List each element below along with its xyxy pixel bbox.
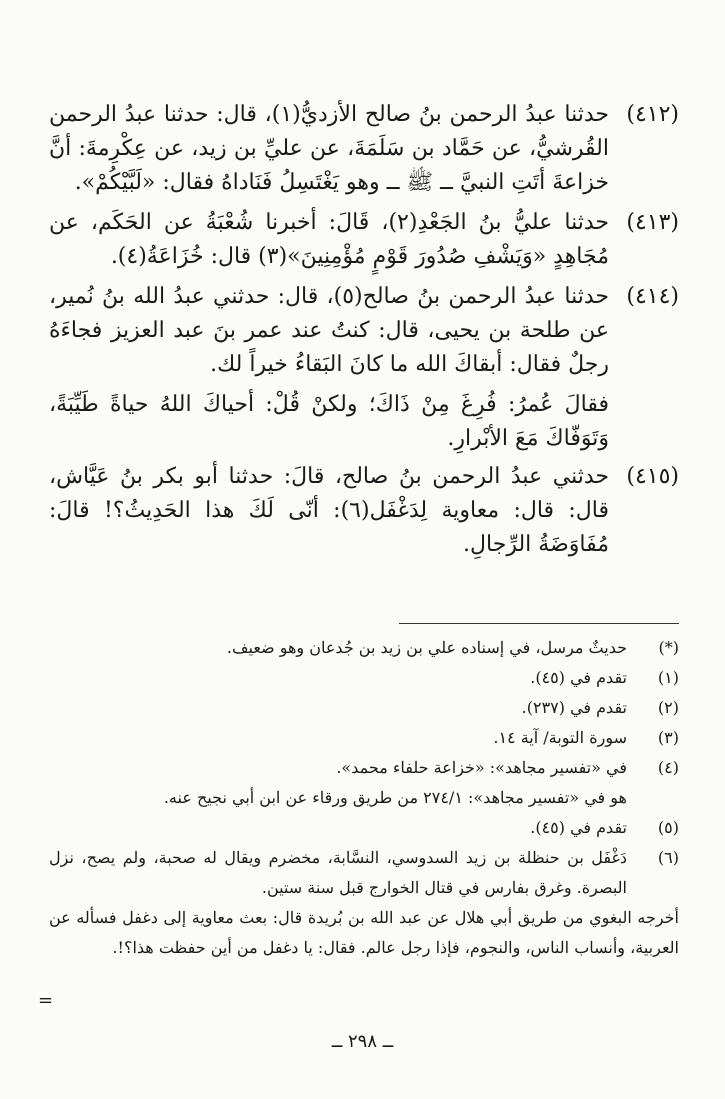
entry-413 bbox=[49, 206, 679, 274]
entry-text: حدثني عبدُ الرحمن بنُ صالح، قالَ: حدثنا أبو بكر بنُ عَيَّاش، قال: قال: معاوية لِدَغْفَل(٦): أنّى لَكَ هذا الحَدِيثُ؟! قالَ: مُفَاوَضَةُ الرِّجالِ. bbox=[49, 464, 610, 557]
footnote-marker: (٢) bbox=[657, 698, 679, 717]
footnote-text: حديثٌ مرسل، في إسناده علي بن زيد بن جُدعان وهو ضعيف. bbox=[226, 638, 627, 657]
footnote-text: سورة التوبة/ آية ١٤. bbox=[493, 728, 627, 747]
entry-text: حدثنا عليُّ بنُ الجَعْدِ(٢)، قَالَ: أخبرنا شُعْبَةُ عن الحَكَم، عن مُجَاهِدٍ «وَيَشْفِ صُدُورَ قَوْمٍ مُؤْمِنِينَ»(٣) قال: خُزَاعَةُ(٤). bbox=[49, 210, 609, 269]
footnote bbox=[49, 813, 679, 843]
entry-415 bbox=[49, 460, 679, 562]
footnote-divider bbox=[399, 623, 679, 624]
footnote bbox=[49, 843, 679, 903]
footnote-text: تقدم في (٤٥). bbox=[530, 818, 627, 837]
footnote-text: تقدم في (٢٣٧). bbox=[521, 698, 627, 717]
footnote-continuation: هو في «تفسير مجاهد»: ٢٧٤/١ من طريق ورقاء عن ابن أبي نجيح عنه. bbox=[163, 788, 627, 807]
margin-mark: = bbox=[38, 990, 54, 1011]
footnote bbox=[49, 723, 679, 753]
footnote-text: تقدم في (٤٥). bbox=[530, 668, 627, 687]
entry-414 bbox=[49, 280, 679, 382]
footnote-marker: (*) bbox=[658, 638, 679, 657]
footnote bbox=[49, 663, 679, 693]
entry-414-continuation: فقالَ عُمرُ: فُرِغَ مِنْ ذَاكَ؛ ولكنْ قُلْ: أحياكَ اللهُ حياةً طَيِّبَةً، وَتَوَفّاكَ مَعَ الأبْرارِ. bbox=[49, 392, 609, 451]
entry-text: حدثنا عبدُ الرحمن بنُ صالح(٥)، قال: حدثني عبدُ الله بنُ نُمير، عن طلحة بن يحيى، قال: كنتُ عند عمر بنَ عبد العزيز فجاءَهُ رجلٌ فقال: أبقاكَ الله ما كانَ البَقاءُ خيراً لك. bbox=[49, 284, 609, 377]
main-text bbox=[49, 98, 679, 568]
entry-number: (٤١٢) bbox=[626, 102, 679, 127]
entry-number: (٤١٤) bbox=[626, 284, 679, 309]
entry-text: حدثنا عبدُ الرحمن بنُ صالح الأزديُّ(١)، قال: حدثنا عبدُ الرحمن القُرشيُّ، عن حَمَّاد بن سَلَمَةَ، عن عليِّ بن زيد، عن عِكْرِمةَ: أنَّ خزاعةَ أتَتِ النبيَّ ــ ﷺ ــ وهو يَغْتَسِلُ فَنَاداهُ فقال: «لَبَّيْكُمْ». bbox=[49, 102, 610, 195]
footnote-marker: (٤) bbox=[657, 758, 679, 777]
footnote-continuation: أخرجه البغوي من طريق أبي هلال عن عبد الله بن بُريدة قال: بعث معاوية إلى دغفل فسأله عن العربية، وأنساب الناس، والنجوم، فإذا رجل عالم. فقال: يا دغفل من أين حفظت هذا؟!. bbox=[49, 908, 679, 957]
footnote-text: دَغْفَل بن حنظلة بن زيد السدوسي، النسَّابة، مخضرم ويقال له صحبة، ولم يصح، نزل البصرة. وغرق بفارس في قتال الخوارج قبل سنة ستين. bbox=[49, 848, 627, 897]
entry-412 bbox=[49, 98, 679, 200]
footnote-marker: (١) bbox=[657, 668, 679, 687]
footnotes bbox=[49, 633, 679, 963]
footnote bbox=[49, 693, 679, 723]
page-number: ــ ٢٩٨ ــ bbox=[331, 1031, 394, 1052]
footnote-marker: (٦) bbox=[657, 848, 679, 867]
entry-number: (٤١٥) bbox=[626, 464, 679, 489]
footnote-marker: (٣) bbox=[657, 728, 679, 747]
footnote-text: في «تفسير مجاهد»: «خزاعة حلفاء محمد». bbox=[336, 758, 627, 777]
footnote-marker: (٥) bbox=[657, 818, 679, 837]
entry-number: (٤١٣) bbox=[626, 210, 679, 235]
footnote bbox=[49, 753, 679, 783]
footnote bbox=[49, 633, 679, 663]
